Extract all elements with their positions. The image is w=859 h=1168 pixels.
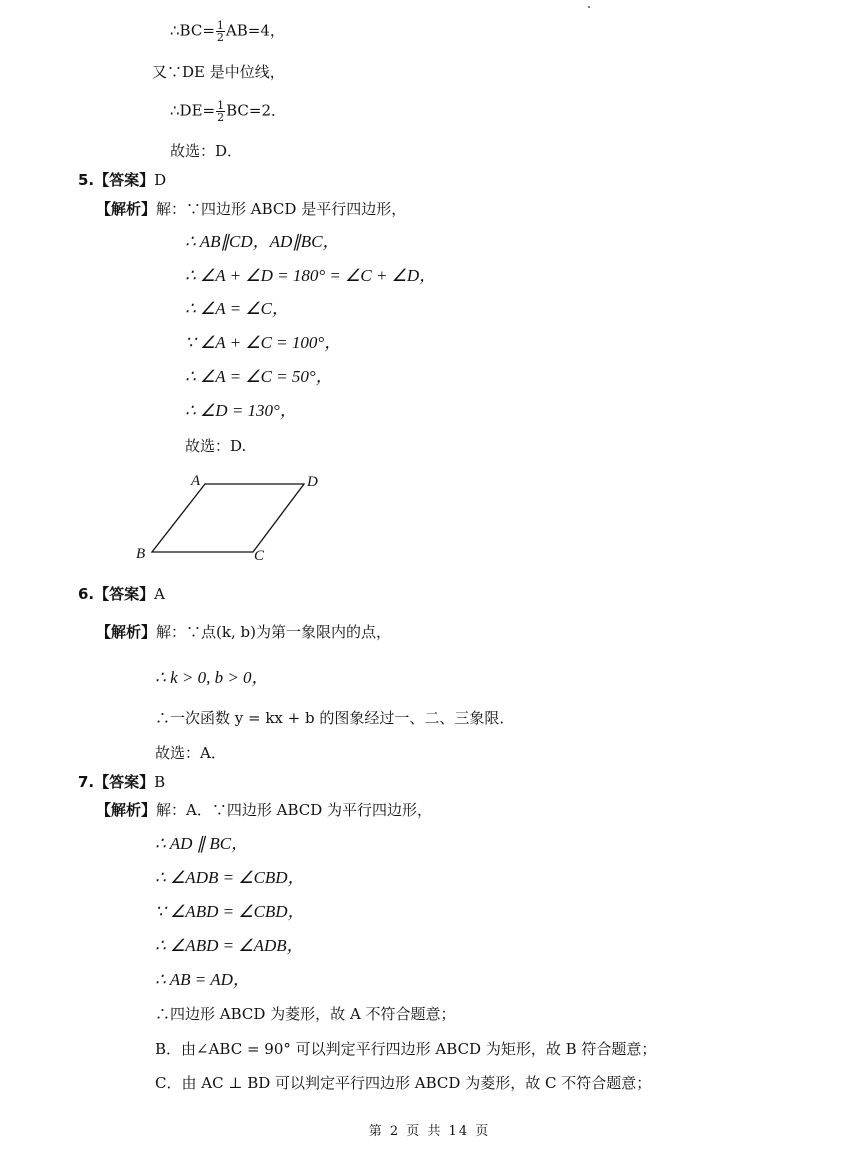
q6-answer-label: 6.【答案】 bbox=[78, 585, 155, 603]
parallelogram-shape bbox=[152, 484, 304, 552]
q7-analysis-label: 【解析】 bbox=[96, 801, 157, 819]
page-footer: 第 2 页 共 14 页 bbox=[368, 1124, 491, 1139]
q5-step-130: ∴ ∠D = 130°， bbox=[185, 401, 297, 420]
q5-answer-line bbox=[78, 170, 166, 190]
q7-answer-line bbox=[78, 772, 165, 792]
text-bc2: BC=2． bbox=[226, 101, 286, 120]
line-de-half-bc bbox=[170, 100, 286, 123]
q7-analysis-text: 解：A．∵四边形 ABCD 为平行四边形， bbox=[156, 801, 433, 819]
parallelogram-figure bbox=[130, 468, 330, 568]
q5-analysis-text: 解：∵四边形 ABCD 是平行四边形， bbox=[156, 200, 407, 218]
q6-analysis-label: 【解析】 bbox=[96, 623, 157, 641]
q7-option-a: ∴四边形 ABCD 为菱形，故 A 不符合题意； bbox=[155, 1005, 456, 1023]
q5-analysis-line bbox=[96, 199, 406, 219]
q6-analysis-line bbox=[96, 622, 391, 642]
q7-analysis-line bbox=[96, 800, 432, 820]
q7-option-c: C．由 AC ⊥ BD 可以判定平行四边形 ABCD 为菱形，故 C 不符合题意； bbox=[155, 1074, 652, 1092]
q5-answer-label: 5.【答案】 bbox=[78, 171, 155, 189]
q5-analysis-label: 【解析】 bbox=[96, 200, 157, 218]
q5-step-parallel: ∴ AB∥CD，AD∥BC， bbox=[185, 232, 340, 251]
q6-step-quadrants: ∴一次函数 y = kx + b 的图象经过一、二、三象限． bbox=[155, 709, 515, 727]
q6-choose: 故选：A． bbox=[155, 744, 226, 762]
q7-answer-value: B bbox=[154, 773, 166, 791]
vertex-d-label: D bbox=[307, 474, 318, 490]
q5-step-50: ∴ ∠A = ∠C = 50°， bbox=[185, 367, 333, 386]
q7-step-ab-ad: ∴ AB = AD， bbox=[155, 970, 250, 989]
q6-answer-line bbox=[78, 584, 165, 604]
q5-step-given: ∵ ∠A + ∠C = 100°， bbox=[185, 333, 342, 352]
text-de: ∴DE= bbox=[170, 101, 216, 120]
q7-step-abd-cbd: ∵ ∠ABD = ∠CBD， bbox=[155, 902, 305, 921]
q7-step-adb-cbd: ∴ ∠ADB = ∠CBD， bbox=[155, 868, 305, 887]
q5-answer-value: D bbox=[154, 171, 167, 189]
vertex-b-label: B bbox=[136, 546, 146, 562]
text-bc: ∴BC= bbox=[170, 21, 215, 40]
q5-choose: 故选：D. bbox=[185, 437, 247, 455]
q7-step-abd-adb: ∴ ∠ABD = ∠ADB， bbox=[155, 936, 304, 955]
q5-step-a-eq-c: ∴ ∠A = ∠C， bbox=[185, 299, 289, 318]
q6-answer-value: A bbox=[154, 585, 165, 603]
line-choose-d: 故选：D． bbox=[170, 142, 243, 160]
vertex-c-label: C bbox=[254, 548, 265, 564]
q6-analysis-text: 解：∵点(k, b)为第一象限内的点， bbox=[156, 623, 391, 641]
q7-answer-label: 7.【答案】 bbox=[78, 773, 155, 791]
denominator: 2 bbox=[216, 31, 224, 44]
q5-step-angle-sum: ∴ ∠A + ∠D = 180° = ∠C + ∠D， bbox=[185, 266, 437, 285]
fraction-half bbox=[216, 20, 225, 43]
q7-option-b: B．由∠ABC = 90° 可以判定平行四边形 ABCD 为矩形，故 B 符合题意； bbox=[155, 1040, 657, 1058]
line-de-midline: 又∵DE 是中位线， bbox=[152, 63, 285, 81]
q7-step-parallel: ∴ AD ∥ BC， bbox=[155, 834, 249, 853]
numerator: 1 bbox=[217, 99, 225, 112]
vertex-a-label: A bbox=[191, 473, 201, 489]
line-bc-half-ab bbox=[170, 20, 285, 43]
q6-step-signs: ∴ k > 0, b > 0， bbox=[155, 668, 269, 687]
speck-mark bbox=[588, 6, 590, 8]
denominator: 2 bbox=[217, 111, 225, 124]
text-ab: AB=4， bbox=[225, 21, 285, 40]
fraction-half bbox=[216, 100, 225, 123]
numerator: 1 bbox=[216, 19, 224, 32]
